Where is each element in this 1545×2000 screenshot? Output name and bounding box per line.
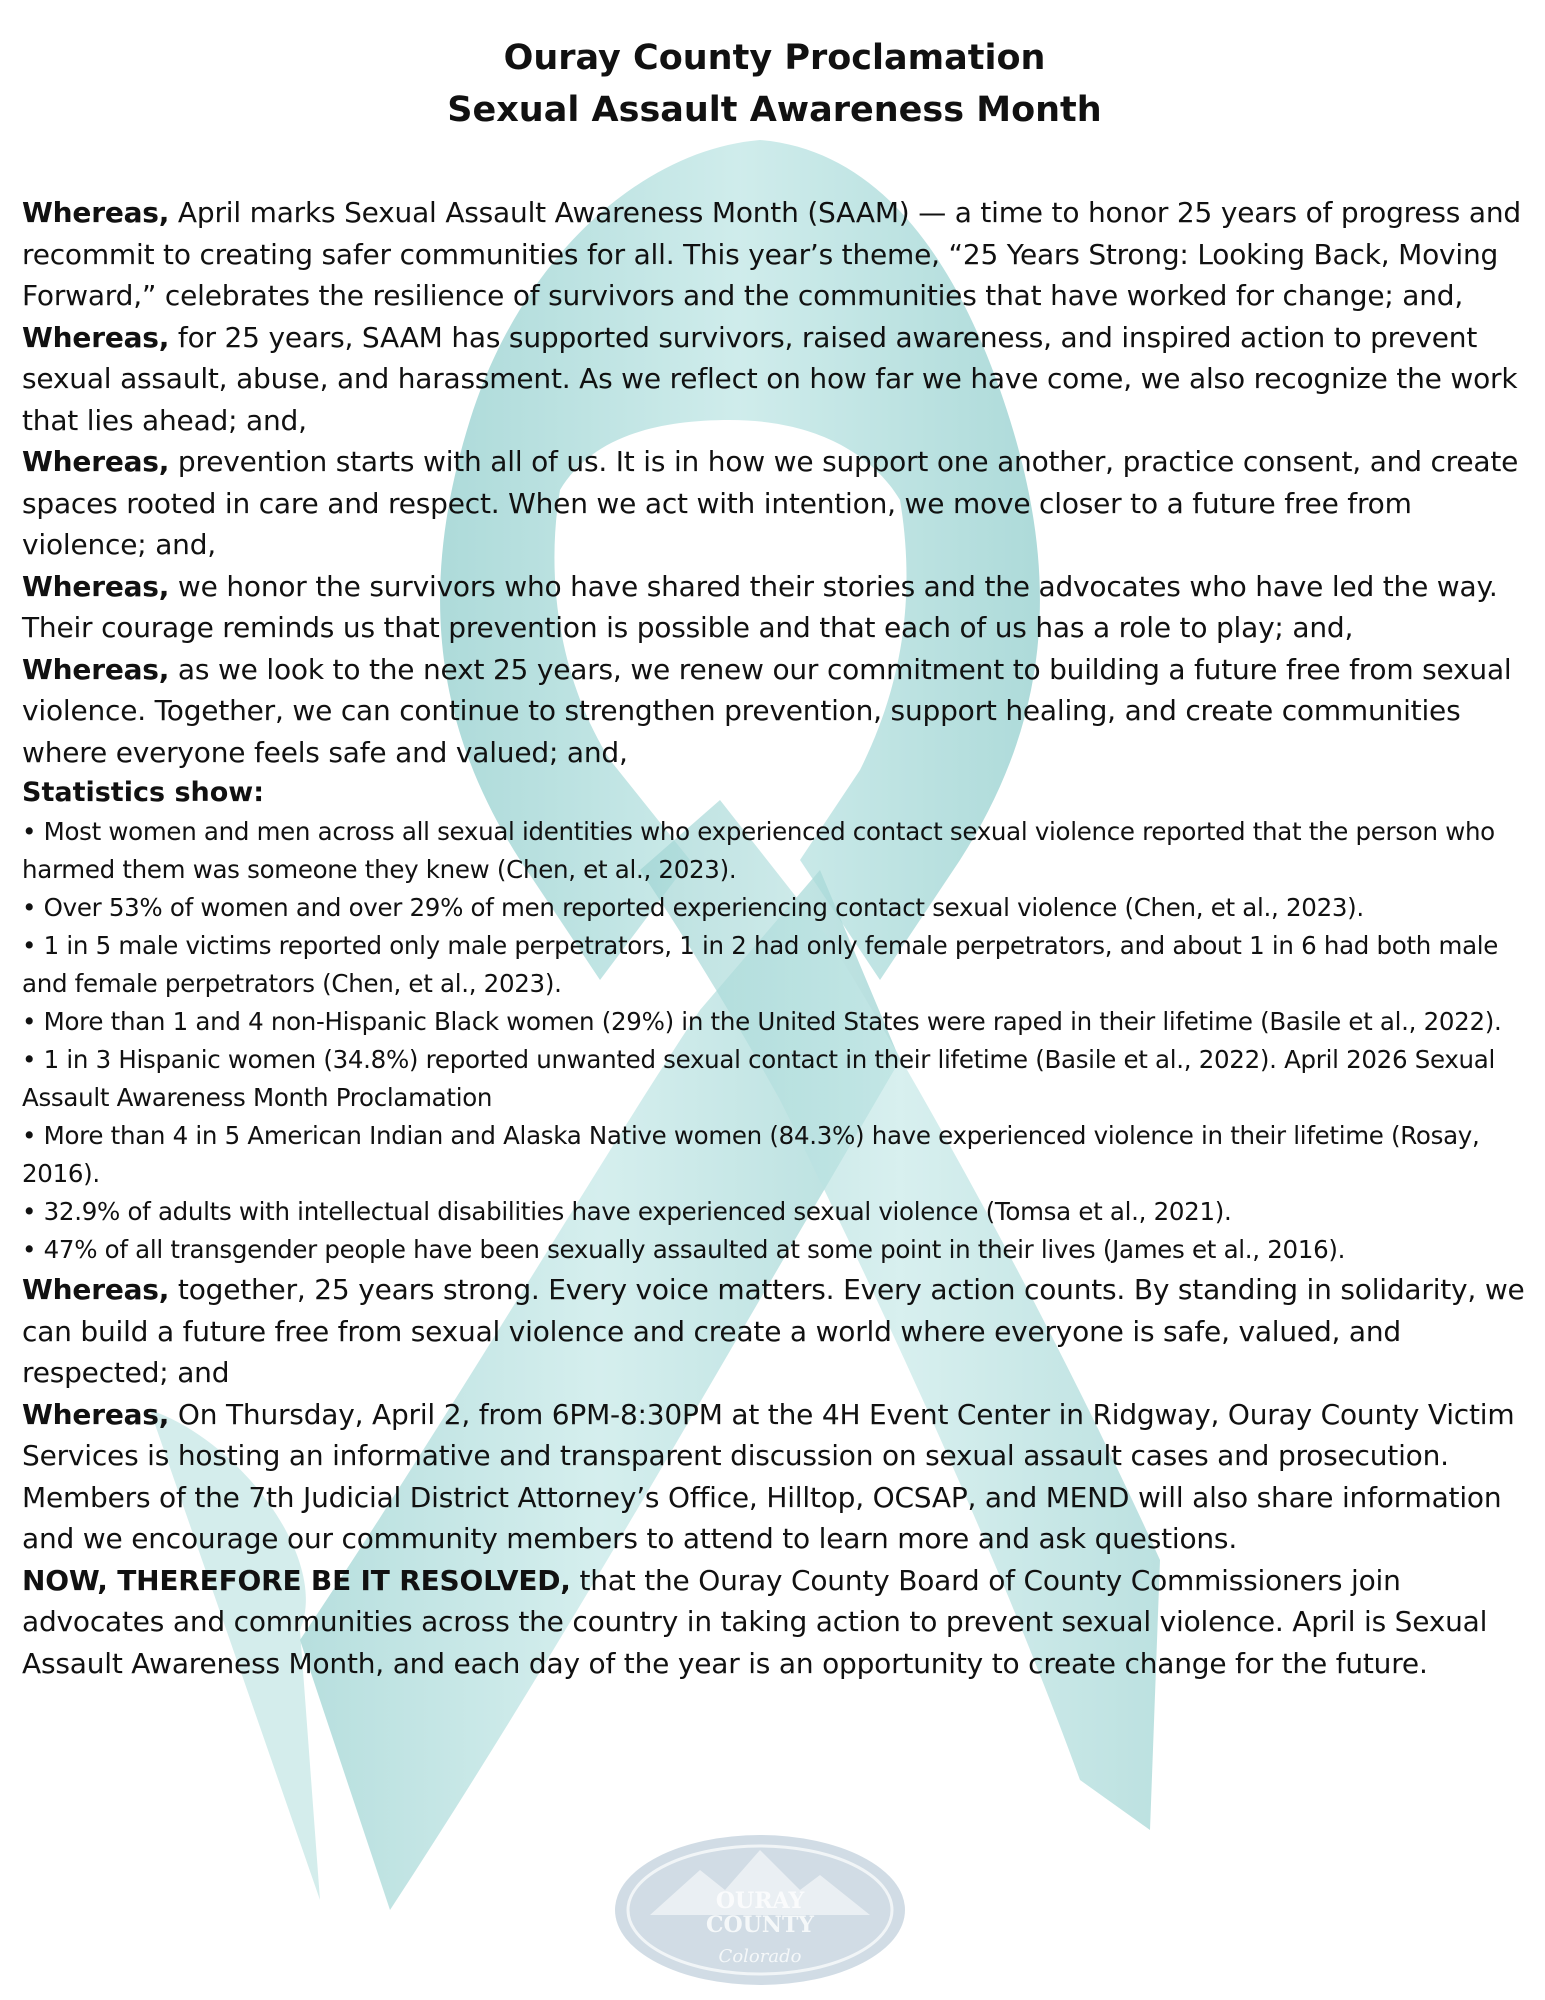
paragraph-text: we honor the survivors who have shared their stories and the advocates who have led the way. Their courage reminds us that prevention is possible and that each of us has a role to play; and,: [22, 569, 1498, 644]
proclamation-document: [22, 32, 1527, 1684]
statistic-item: • More than 1 and 4 non-Hispanic Black women (29%) in the United States were raped in their lifetime (Basile et al., 2022).: [22, 1007, 1502, 1036]
ouray-county-seal: [610, 1830, 910, 1990]
paragraph-text: together, 25 years strong. Every voice matters. Every action counts. By standing in solidarity, we can build a future free from sexual violence and create a world where everyone is safe, valued, and respected; and: [22, 1273, 1525, 1389]
seal-line3: Colorado: [718, 1946, 802, 1967]
whereas-paragraph: [22, 1394, 1527, 1560]
statistic-item: • More than 4 in 5 American Indian and Alaska Native women (84.3%) have experienced violence in their lifetime (Rosay, 2016).: [22, 1121, 1480, 1188]
seal-line2: COUNTY: [705, 1912, 815, 1938]
seal-line1: OURAY: [715, 1888, 805, 1914]
paragraph-text: that the Ouray County Board of County Commissioners join advocates and communities across the country in taking action to prevent sexual violence. April is Sexual Assault Awareness Month, and each day of the year is an opportunity to create change for the future.: [22, 1563, 1488, 1680]
statistic-item: • Most women and men across all sexual identities who experienced contact sexual violence reported that the person who harmed them was someone they knew (Chen, et al., 2023).: [22, 817, 1495, 884]
paragraph-lead: Whereas,: [22, 652, 170, 686]
statistic-item: • 1 in 3 Hispanic women (34.8%) reported unwanted sexual contact in their lifetime (Basile et al., 2022). April 2026 Sexual Assault Awareness Month Proclamation: [22, 1045, 1495, 1112]
statistics-heading: Statistics show:: [22, 777, 265, 808]
title-line-2: Sexual Assault Awareness Month: [447, 90, 1102, 130]
resolution-paragraph: [22, 1560, 1527, 1685]
statistic-item: • Over 53% of women and over 29% of men reported experiencing contact sexual violence (Chen, et al., 2023).: [22, 893, 1364, 922]
whereas-paragraph: [22, 192, 1527, 317]
paragraph-text: for 25 years, SAAM has supported survivors, raised awareness, and inspired action to prevent sexual assault, abuse, and harassment. As we reflect on how far we have come, we also recognize the work that lies ahead; and,: [22, 320, 1518, 437]
paragraph-lead: Whereas,: [22, 196, 170, 229]
paragraph-text: On Thursday, April 2, from 6PM-8:30PM at the 4H Event Center in Ridgway, Ouray County Victim Services is hosting an informative and transparent discussion on sexual assault cases and prosecution. Members of the 7th Judicial District Attorney’s Office, Hilltop, OCSAP, and MEND will also share information and we encourage our community members to attend to learn more and ask questions.: [22, 1397, 1515, 1555]
paragraph-lead: Whereas,: [22, 1397, 170, 1431]
statistic-item: • 47% of all transgender people have been sexually assaulted at some point in their lives (James et al., 2016).: [22, 1235, 1346, 1264]
whereas-paragraph: [22, 441, 1527, 566]
whereas-paragraph: [22, 1269, 1527, 1394]
paragraph-lead: Whereas,: [22, 320, 170, 354]
paragraph-text: prevention starts with all of us. It is in how we support one another, practice consent, and create spaces rooted in care and respect. When we act with intention, we move closer to a future free from violence; and,: [22, 445, 1519, 561]
proclamation-body: [22, 192, 1527, 1684]
statistic-item: • 32.9% of adults with intellectual disabilities have experienced sexual violence (Tomsa et al., 2021).: [22, 1197, 1232, 1226]
paragraph-text: April marks Sexual Assault Awareness Month (SAAM) — a time to honor 25 years of progress and recommit to creating safer communities for all. This year’s theme, “25 Years Strong: Looking Back, Moving Forward,” celebrates the resilience of survivors and the communities that have worked for change; and,: [22, 196, 1521, 312]
paragraph-lead: NOW, THEREFORE BE IT RESOLVED,: [22, 1563, 571, 1597]
paragraph-lead: Whereas,: [22, 1273, 170, 1306]
statistic-item: • 1 in 5 male victims reported only male perpetrators, 1 in 2 had only female perpetrators, and about 1 in 6 had both male and female perpetrators (Chen, et al., 2023).: [22, 931, 1499, 998]
paragraph-lead: Whereas,: [22, 445, 170, 478]
whereas-paragraph: [22, 649, 1527, 774]
title-line-1: Ouray County Proclamation: [503, 38, 1046, 78]
page-title: [22, 32, 1527, 136]
paragraph-lead: Whereas,: [22, 569, 170, 603]
statistics-list: [22, 813, 1527, 1269]
whereas-paragraph: [22, 317, 1527, 442]
whereas-paragraph: [22, 566, 1527, 649]
paragraph-text: as we look to the next 25 years, we renew our commitment to building a future free from sexual violence. Together, we can continue to strengthen prevention, support healing, and create communities where everyone feels safe and valued; and,: [22, 652, 1512, 769]
